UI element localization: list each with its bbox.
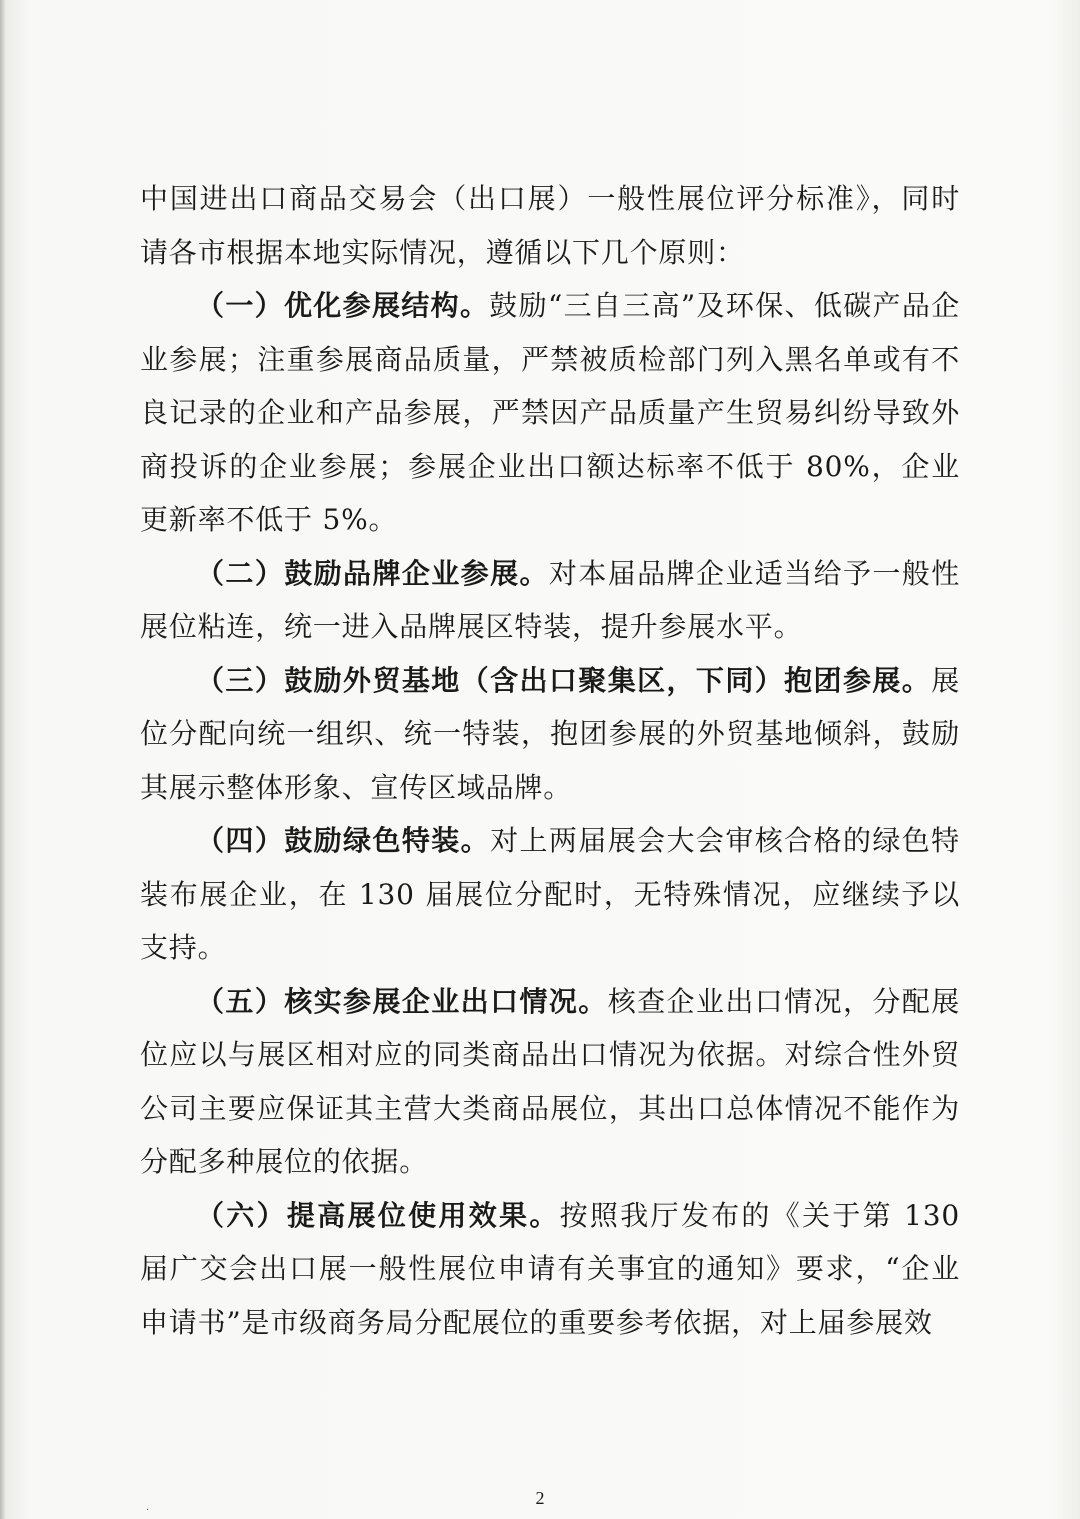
page-number: 2 xyxy=(535,1488,545,1508)
principle-4-body: 对上两届展会大会审核合格的绿色特装布展企业，在 130 届展位分配时，无特殊情况，应继续予以支持。 xyxy=(140,824,960,964)
principle-3 xyxy=(140,654,960,815)
principle-2-body: 对本届品牌企业适当给予一般性展位粘连，统一进入品牌展区特装，提升参展水平。 xyxy=(140,556,961,643)
page-edge-shadow xyxy=(0,0,6,1519)
principle-5-heading: （五）核实参展企业出口情况。 xyxy=(196,984,608,1018)
principle-1-heading: （一）优化参展结构。 xyxy=(196,289,490,322)
principle-5-body: 核查企业出口情况，分配展位应以与展区相对应的同类商品出口情况为依据。对综合性外贸公司主要应保证其主营大类商品展位，其出口总体情况不能作为分配多种展位的依据。 xyxy=(140,984,961,1178)
principle-4-heading: （四）鼓励绿色特装。 xyxy=(196,824,491,857)
principle-6-heading: （六）提高展位使用效果。 xyxy=(196,1198,560,1232)
principle-4 xyxy=(140,814,960,975)
scan-speck: · xyxy=(146,1505,150,1516)
document-body xyxy=(140,172,960,1349)
intro-paragraph: 中国进出口商品交易会（出口展）一般性展位评分标准》，同时请各市根据本地实际情况，遵循以下几个原则： xyxy=(140,182,960,269)
principle-1-body: 鼓励“三自三高”及环保、低碳产品企业参展；注重参展商品质量，严禁被质检部门列入黑名单或有不良记录的企业和产品参展，严禁因产品质量产生贸易纠纷导致外商投诉的企业参展；参展企业出口额达标率不低于 80%，企业更新率不低于 5%。 xyxy=(140,289,960,536)
principle-2-heading: （二）鼓励品牌企业参展。 xyxy=(196,556,549,590)
principle-1 xyxy=(140,279,960,547)
principle-3-heading: （三）鼓励外贸基地（含出口聚集区，下同）抱团参展。 xyxy=(196,663,932,697)
principle-6-body: 按照我厅发布的《关于第 130 届广交会出口展一般性展位申请有关事宜的通知》要求，“企业申请书”是市级商务局分配展位的重要参考依据，对上届参展效 xyxy=(140,1198,960,1339)
principle-5 xyxy=(140,975,960,1189)
principle-2 xyxy=(140,547,960,654)
principle-3-body: 展位分配向统一组织、统一特装，抱团参展的外贸基地倾斜，鼓励其展示整体形象、宣传区域品牌。 xyxy=(140,663,960,804)
principle-6 xyxy=(140,1189,960,1350)
